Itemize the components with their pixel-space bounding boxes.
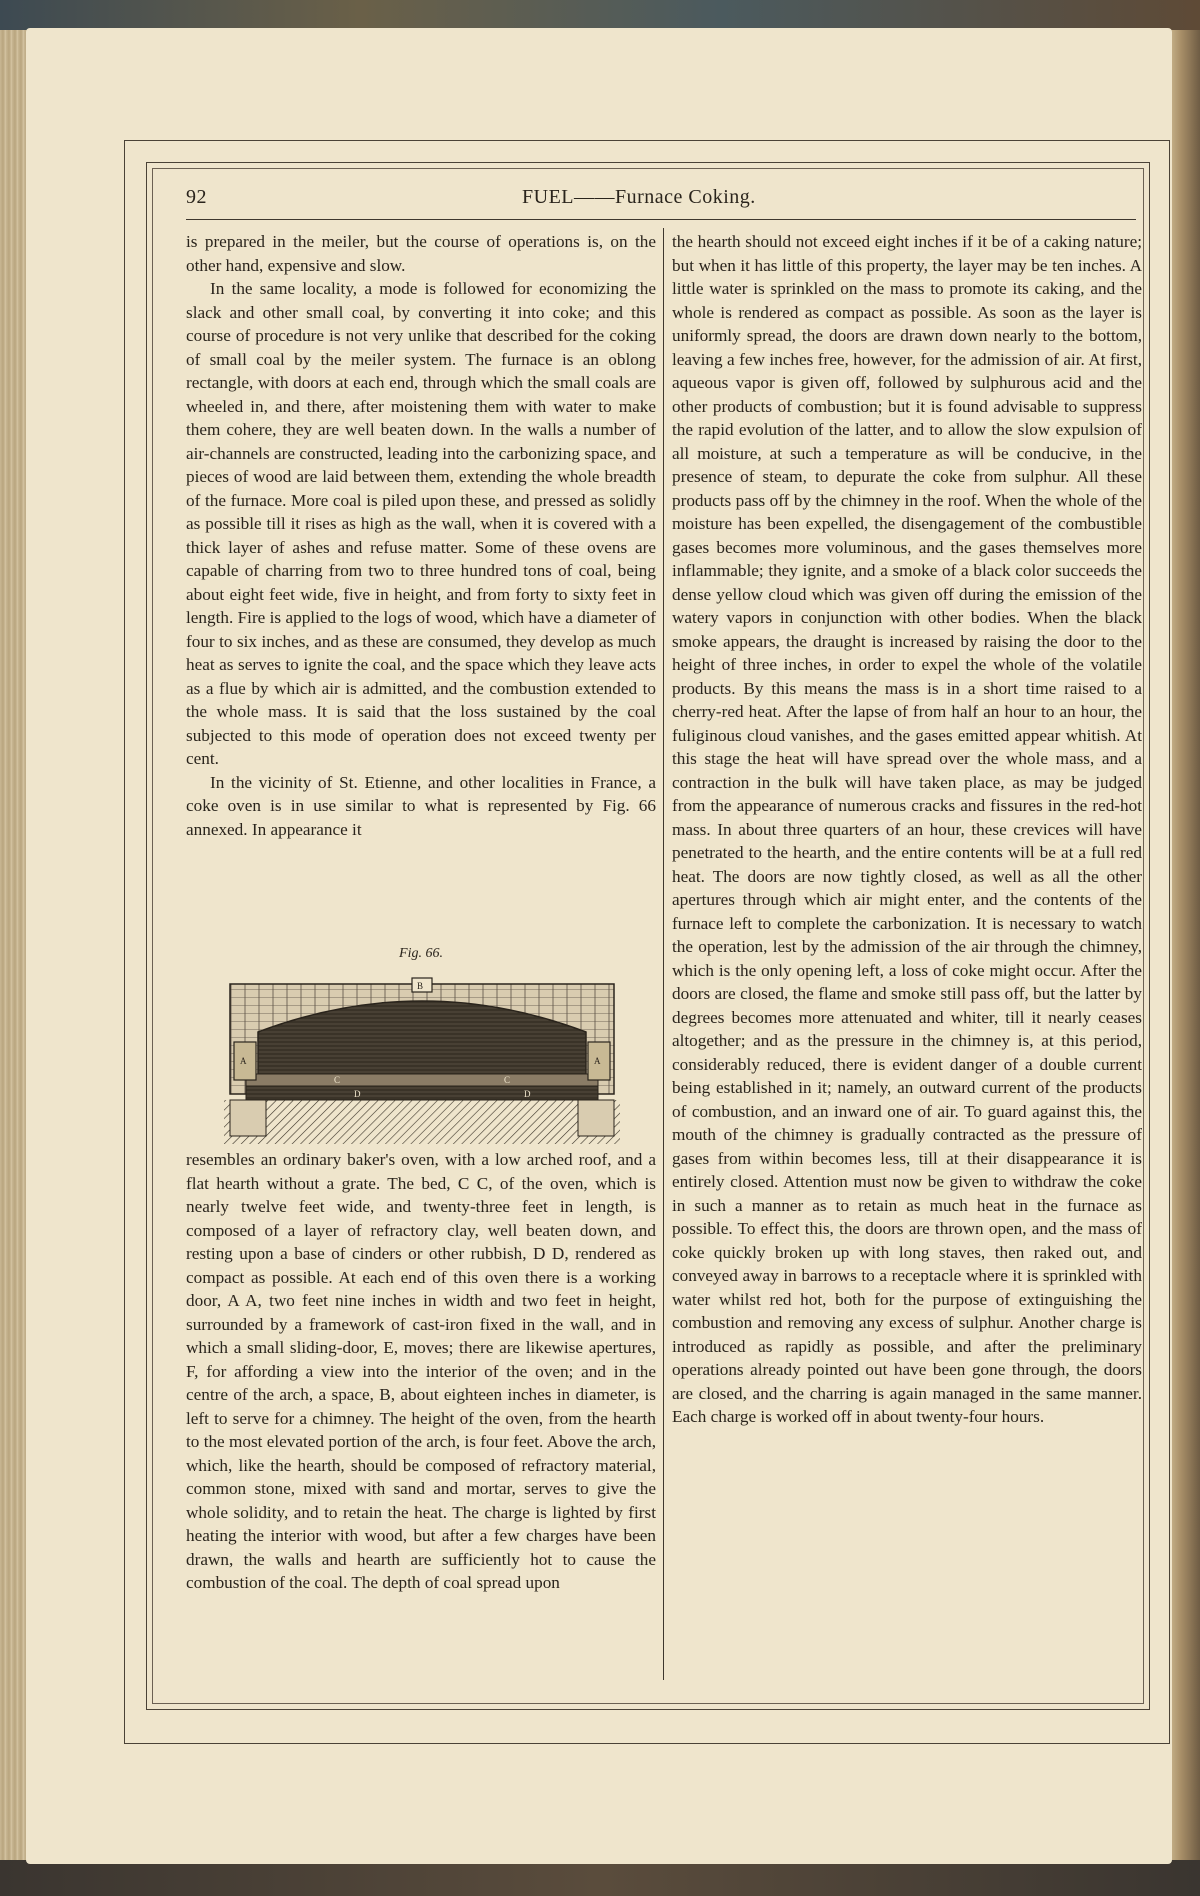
header-rule — [186, 219, 1136, 220]
right-column — [672, 230, 1142, 1429]
figure-label: D — [524, 1089, 531, 1099]
figure-label: C — [334, 1075, 341, 1085]
paragraph: In the same locality, a mode is followed for economizing the slack and other small coal, by converting it into coke; and this course of procedure is not very unlike that described for the coking of small coal by the meiler system. The furnace is an oblong rectangle, with doors at each end, through which the small coals are wheeled in, and there, after moistening them with water to make them cohere, they are well beaten down. In the walls a number of air-channels are constructed, leading into the carbonizing space, and pieces of wood are laid between them, extending the whole breadth of the furnace. More coal is piled upon these, and pressed as solidly as possible till it rises as high as the wall, when it is covered with a thick layer of ashes and refuse matter. Some of these ovens are capable of charring from two to three hundred tons of coal, being about eight feet wide, five in height, and from forty to sixty feet in length. Fire is applied to the logs of wood, which have a diameter of four to six inches, and as these are consumed, they develop as much heat as serves to ignite the coal, and the space which they leave acts as a flue by which air is admitted, and the combustion extended to the whole mass. It is said that the loss sustained by the coal subjected to this mode of operation does not exceed twenty per cent. — [186, 279, 656, 768]
paragraph: is prepared in the meiler, but the course of operations is, on the other hand, expensive and slow. — [186, 232, 656, 275]
book-page-edges — [1168, 30, 1200, 1866]
figure-label: D — [354, 1089, 361, 1099]
paragraph: the hearth should not exceed eight inches if it be of a caking nature; but when it has little of this property, the layer may be ten inches. A little water is sprinkled on the mass to promote its caking, and the whole is rendered as compact as possible. As soon as the layer is uniformly spread, the doors are drawn down nearly to the bottom, leaving a few inches free, however, for the admission of air. At first, aqueous vapor is given off, followed by sulphurous acid and the other products of combustion; but it is found advisable to suppress the rapid evolution of the latter, and to allow the slow expulsion of all moisture, at such a temperature as will be conducive, in the presence of steam, to depurate the coke from sulphur. All these products pass off by the chimney in the roof. When the whole of the moisture has been expelled, the disengagement of the combustible gases becomes more voluminous, and the gases themselves more inflammable; they ignite, and a smoke of a black color succeeds the dense yellow cloud which was given off during the emission of the watery vapors in conjunction with other bodies. When the black smoke appears, the draught is increased by raising the door to the height of three inches, in order to expel the whole of the volatile products. By this means the mass is in a short time raised to a cherry-red heat. After the lapse of from half an hour to an hour, the fuliginous cloud vanishes, and the gases emitted appear whitish. At this stage the heat will have spread over the whole mass, and a contraction in the bulk will have taken place, as may be judged from the appearance of numerous cracks and fissures in the red-hot mass. In about three quarters of an hour, these crevices will have penetrated to the hearth, and the entire contents will be at a full red heat. The doors are now tightly closed, as well as all the other apertures through which air might enter, and the contents of the furnace left to complete the carbonization. It is necessary to watch the operation, lest by the admission of the air through the chimney, which is the only opening left, a loss of coke might occur. After the doors are closed, the flame and smoke still pass off, but the latter by degrees becomes more attenuated and whiter, till it nearly ceases altogether; and as the pressure in the chimney is, at this period, considerably reduced, there is evident danger of a double current being established in it; namely, an outward current of the products of combustion, and an inward one of air. To guard against this, the mouth of the chimney is gradually contracted as the pressure of gases from within becomes less, till at their disappearance it is entirely closed. Attention must now be given to withdraw the coke in such a manner as to retain as much heat in the furnace as possible. To effect this, the doors are thrown open, and the mass of coke quickly broken up with long staves, then raked out, and conveyed away in barrows to a receptacle where it is sprinkled with water whilst red hot, both for the purpose of extinguishing the combustion and removing any excess of sulphur. Another charge is introduced as rapidly as possible, and after the preliminary operations already pointed out have been gone through, the doors are closed, and the charring is again managed in the same manner. Each charge is worked off in about twenty-four hours. — [672, 232, 1142, 1426]
page-header — [186, 180, 1136, 216]
left-column — [186, 230, 656, 841]
coke-oven-illustration — [224, 974, 620, 1146]
figure-label: A — [240, 1056, 247, 1066]
figure-label: C — [504, 1075, 511, 1085]
figure-caption: Fig. 66. — [399, 946, 443, 961]
paragraph: resembles an ordinary baker's oven, with a low arched roof, and a flat hearth without a grate. The bed, C C, of the oven, which is nearly twelve feet wide, and twenty-three feet in length, is composed of a layer of refractory clay, well beaten down, and resting upon a base of cinders or other rubbish, D D, rendered as compact as possible. At each end of this oven there is a working door, A A, two feet nine inches in width and two feet in height, surrounded by a framework of cast-iron fixed in the wall, and in which a small sliding-door, E, moves; there are likewise apertures, F, for affording a view into the interior of the oven; and in the centre of the arch, a space, B, about eighteen inches in diameter, is left to serve for a chimney. The height of the oven, from the hearth to the most elevated portion of the arch, is four feet. Above the arch, which, like the hearth, should be composed of refractory material, common stone, mixed with sand and mortar, serves to give the whole solidity, and to retain the heat. The charge is lighted by first heating the interior with wood, but after a few charges have been drawn, the walls and hearth are sufficiently hot to cause the combustion of the coal. The depth of coal spread upon — [186, 1150, 656, 1592]
figure-label: A — [594, 1056, 601, 1066]
running-head: FUEL——Furnace Coking. — [522, 186, 756, 208]
figure-66 — [186, 946, 656, 1146]
left-column-continued — [186, 1148, 656, 1595]
column-divider — [663, 228, 664, 1680]
figure-label: B — [417, 981, 424, 991]
page-number: 92 — [186, 186, 207, 208]
book-bottom-edge — [0, 1860, 1200, 1896]
paragraph: In the vicinity of St. Etienne, and other localities in France, a coke oven is in use similar to what is represented by Fig. 66 annexed. In appearance it — [186, 772, 656, 839]
